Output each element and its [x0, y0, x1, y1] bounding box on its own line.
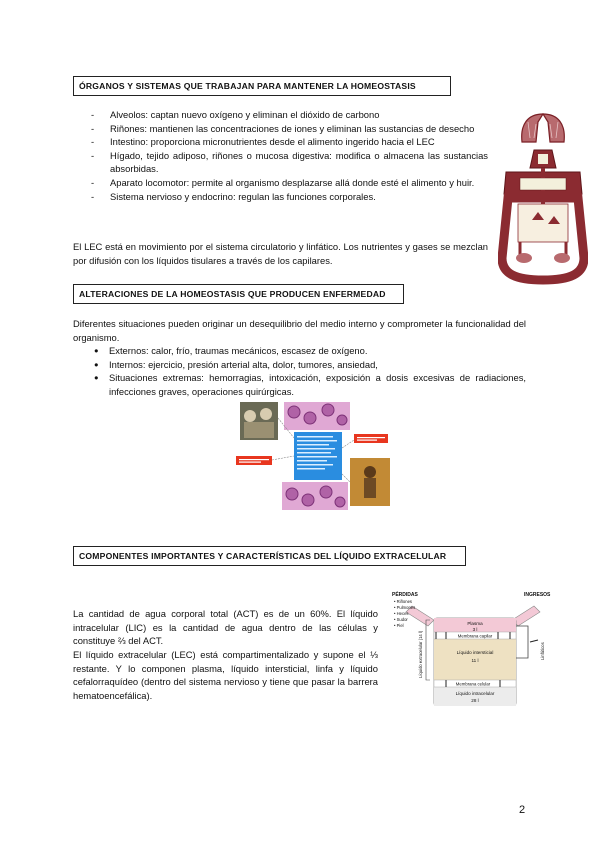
section-heading-alterations: ALTERACIONES DE LA HOMEOSTASIS QUE PRODUCEN ENFERMEDAD — [73, 284, 404, 304]
page-number: 2 — [519, 804, 526, 816]
loss-item: • Heces — [394, 611, 409, 616]
list-item: - Riñones: mantienen las concentraciones de iones y eliminan las sustancias de desecho — [91, 122, 488, 136]
list-item: ● Situaciones extremas: hemorragias, intoxicación, exposición a dosis excesivas de radiaciones, infecciones graves, operaciones quirúrgicas. — [91, 371, 526, 398]
list-item: ● Internos: ejercicio, presión arterial alta, dolor, tumores, ansiedad, — [91, 358, 526, 372]
alterations-intro: Diferentes situaciones pueden originar un desequilibrio del medio interno y comprometer la funcionalidad del organismo. — [73, 318, 526, 343]
gains-title: INGRESOS — [524, 592, 551, 598]
loss-item: • Sudor — [394, 617, 408, 622]
lec-components-paragraph: El líquido extracelular (LEC) está compartimentalizado y supone el ⅓ restante. Y lo componen plasma, líquido intersticial, linfa y líquido cefalorraquídeo (dentro del sistema nervioso y tiene que pasar la barrera hematoencefálica). — [73, 649, 378, 701]
fluid-compartments-diagram — [388, 588, 560, 706]
lec-paragraph: El LEC está en movimiento por el sistema circulatorio y linfático. Los nutrientes y gases se mezclan por difusión con los líquidos tisulares a través de los capilares. — [73, 241, 488, 266]
alterations-list — [91, 344, 526, 398]
list-item: - Sistema nervioso y endocrino: regulan las funciones corporales. — [91, 190, 488, 204]
list-item: - Hígado, tejido adiposo, riñones o mucosa digestiva: modifica o almacena las sustancias absorbidas. — [91, 149, 488, 176]
lymph-label: Linfáticos — [540, 642, 545, 660]
list-item: - Alveolos: captan nuevo oxígeno y eliminan el dióxido de carbono — [91, 108, 488, 122]
homeostasis-body-diagram — [498, 108, 588, 286]
capillary-membrane-label: Membrana capilar — [457, 633, 493, 639]
section-heading-organs: ÓRGANOS Y SISTEMAS QUE TRABAJAN PARA MANTENER LA HOMEOSTASIS — [73, 76, 451, 96]
intracellular-label: Líquido intracelular — [455, 691, 495, 696]
list-item: ● Externos: calor, frío, traumas mecánicos, escasez de oxígeno. — [91, 344, 526, 358]
alterations-list-block — [91, 344, 526, 398]
interstitial-label: Líquido intersticial — [456, 650, 494, 655]
intracellular-volume: 28 l — [471, 698, 479, 703]
list-item: - Aparato locomotor: permite al organismo desplazarse allá donde esté el alimento y huir. — [91, 176, 488, 190]
list-item: - Intestino: proporciona micronutrientes desde el alimento ingerido hacia el LEC — [91, 135, 488, 149]
organs-list-block — [91, 108, 488, 203]
loss-item: • Riñones — [394, 599, 412, 604]
cell-membrane-label: Membrana celular — [455, 681, 491, 687]
loss-item: • Pulmones — [394, 605, 416, 610]
plasma-volume: 3 l — [472, 627, 478, 632]
interstitial-volume: 11 l — [471, 658, 479, 663]
organs-list — [91, 108, 488, 203]
losses-title: PÉRDIDAS — [392, 592, 418, 598]
loss-item: • Piel — [394, 623, 404, 628]
extracellular-side-label: Líquido extracelular (14 l) — [418, 630, 423, 678]
homeostasis-collage-image — [236, 398, 392, 514]
act-paragraph: La cantidad de agua corporal total (ACT) es de un 60%. El líquido intracelular (LIC) es la cantidad de agua dentro de las células y constituye ⅔ del ACT. — [73, 608, 378, 647]
section-heading-components: COMPONENTES IMPORTANTES Y CARACTERÍSTICAS DEL LÍQUIDO EXTRACELULAR — [73, 546, 466, 566]
plasma-label: Plasma — [467, 621, 483, 626]
